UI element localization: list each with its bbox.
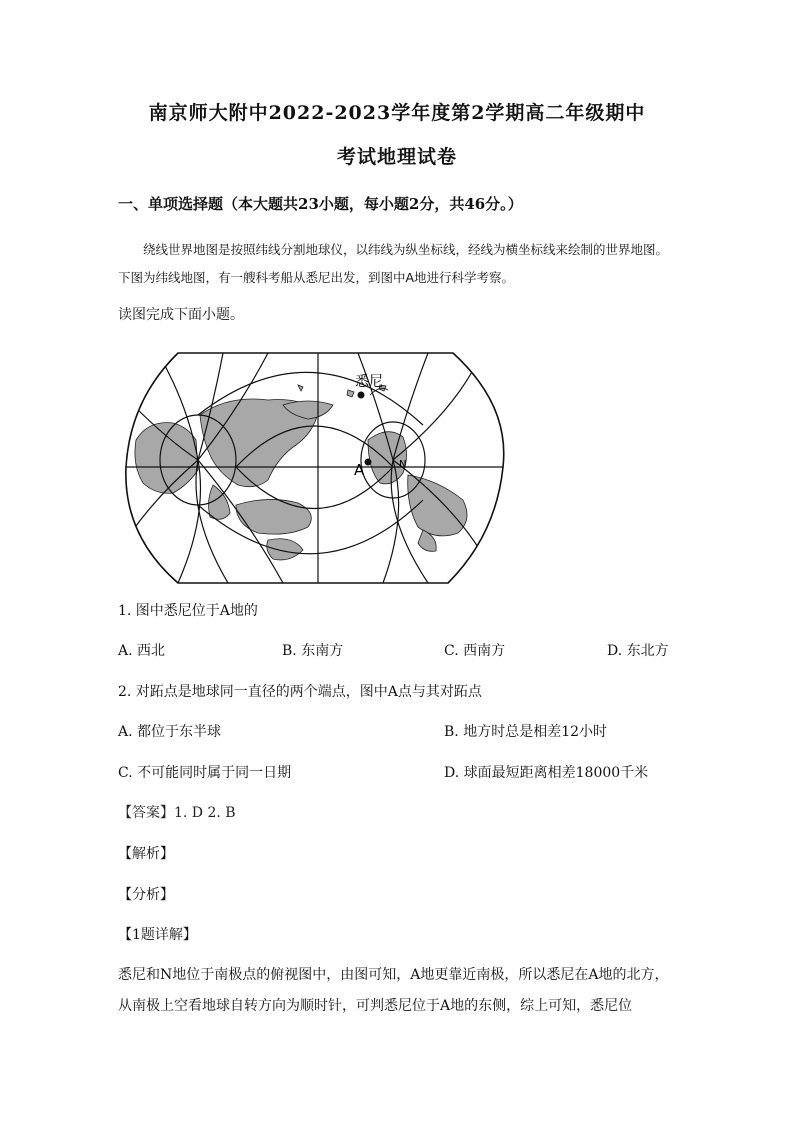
- page-title-line-1: 南京师大附中2022-2023学年度第2学期高二年级期中: [148, 102, 646, 124]
- q2-option-b: B. 地方时总是相差12小时: [444, 724, 608, 740]
- point-a: [365, 459, 372, 466]
- latitude-world-map: [118, 345, 513, 590]
- answer-line: 【答案】1. D 2. B: [118, 805, 236, 821]
- sydney-label: 悉尼: [355, 374, 383, 390]
- q2-option-a: A. 都位于东半球: [118, 724, 222, 740]
- sydney-point: [358, 392, 365, 399]
- intro-text: 绕线世界地图是按照纬线分割地球仪，以纬线为纵坐标线，经线为横坐标线来绘制的世界地图。下图为纬线地图，有一艘科考船从悉尼出发，到图中A地进行科学考察。: [118, 242, 669, 285]
- q1-option-c: C. 西南方: [444, 643, 506, 659]
- intro-paragraph: [118, 236, 678, 292]
- detail-paragraph: 悉尼和N地位于南极点的俯视图中，由图可知，A地更靠近南极，所以悉尼在A地的北方，从南极上空看地球自转方向为顺时针，可判悉尼位于A地的东侧，综上可知，悉尼位: [118, 967, 669, 1014]
- q1-option-a: A. 西北: [118, 643, 166, 659]
- instruction-text: 读图完成下面小题。: [118, 307, 244, 323]
- q2-option-c: C. 不可能同时属于同一日期: [118, 765, 292, 781]
- q2-option-d: D. 球面最短距离相差18000千米: [444, 765, 649, 781]
- page-title-line-2: 考试地理试卷: [336, 146, 457, 168]
- analysis-tag: 【解析】: [118, 846, 174, 862]
- n-label: N: [399, 459, 407, 470]
- question-1-stem: 1. 图中悉尼位于A地的: [118, 603, 258, 619]
- q1-option-b: B. 东南方: [282, 643, 344, 659]
- question-2-stem: 2. 对跖点是地球同一直径的两个端点，图中A点与其对跖点: [118, 684, 482, 700]
- q1-option-d: D. 东北方: [607, 643, 669, 659]
- fenxi-tag: 【分析】: [118, 887, 174, 903]
- detail-tag: 【1题详解】: [118, 927, 197, 943]
- point-a-label: A: [354, 461, 365, 479]
- section-heading: 一、单项选择题（本大题共23小题，每小题2分，共46分。）: [118, 195, 523, 213]
